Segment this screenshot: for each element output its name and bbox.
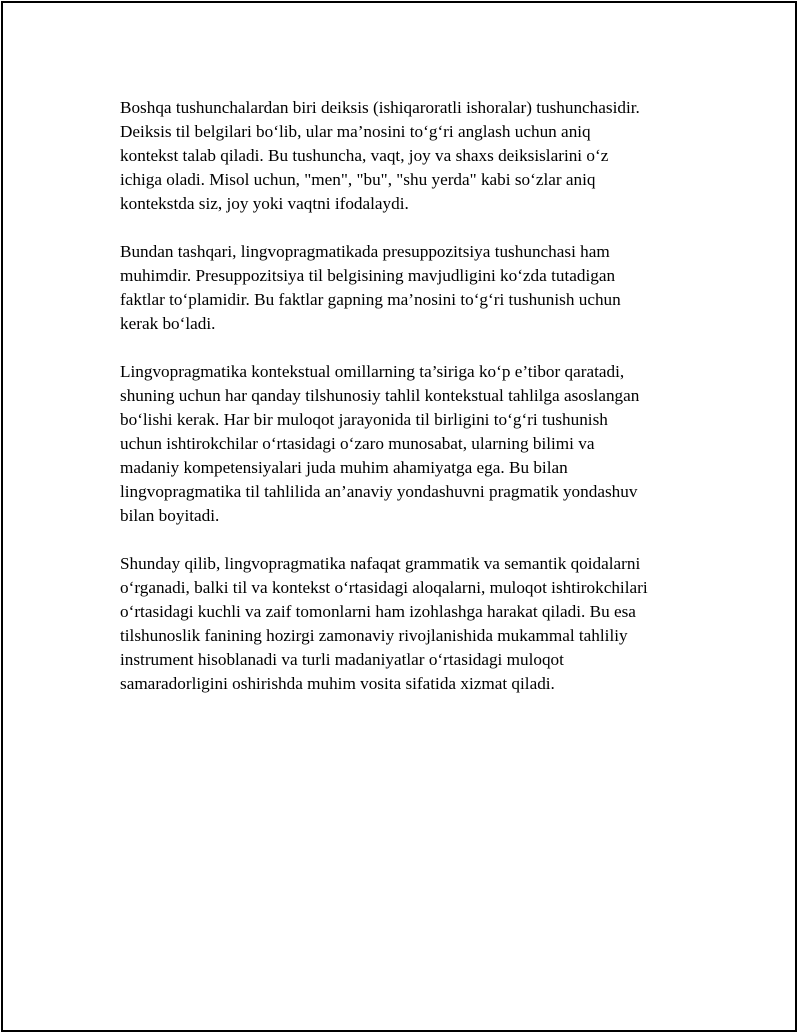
paragraph-contextual-factors: Lingvopragmatika kontekstual omillarning ta’siriga ko‘p e’tibor qaratadi, shuning uchun har qanday tilshunosiy tahlil kontekstual tahlilga asoslangan bo‘lishi kerak. Har bir muloqot jarayonida til birligini to‘g‘ri tushunish uchun ishtirokchilar o‘rtasidagi o‘zaro munosabat, ularning bilimi va madaniy kompetensiyalari juda muhim ahamiyatga ega. Bu bilan lingvopragmatika til tahlilida an’anaviy yondashuvni pragmatik yondashuv bilan boyitadi. bbox=[120, 362, 640, 525]
paragraph-deixis: Boshqa tushunchalardan biri deiksis (ishiqaroratli ishoralar) tushunchasidir. Deiksis til belgilari bo‘lib, ular ma’nosini to‘g‘ri anglash uchun aniq kontekst talab qiladi. Bu tushuncha, vaqt, joy va shaxs deiksislarini o‘z ichiga oladi. Misol uchun, "men", "bu", "shu yerda" kabi so‘zlar aniq kontekstda siz, joy yoki vaqtni ifodalaydi. bbox=[120, 98, 640, 213]
paragraph-conclusion: Shunday qilib, lingvopragmatika nafaqat grammatik va semantik qoidalarni o‘rganadi, balki til va kontekst o‘rtasidagi aloqalarni, muloqot ishtirokchilari o‘rtasidagi kuchli va zaif tomonlarni ham izohlashga harakat qiladi. Bu esa tilshunoslik fanining hozirgi zamonaviy rivojlanishida mukammal tahliliy instrument hisoblanadi va turli madaniyatlar o‘rtasidagi muloqot samaradorligini oshirishda muhim vosita sifatida xizmat qiladi. bbox=[120, 554, 648, 693]
document-body bbox=[120, 96, 710, 720]
page-frame bbox=[1, 1, 797, 1032]
paragraph-presupposition: Bundan tashqari, lingvopragmatikada presuppozitsiya tushunchasi ham muhimdir. Presuppozitsiya til belgisining mavjudligini ko‘zda tutadigan faktlar to‘plamidir. Bu faktlar gapning ma’nosini to‘g‘ri tushunish uchun kerak bo‘ladi. bbox=[120, 242, 621, 333]
